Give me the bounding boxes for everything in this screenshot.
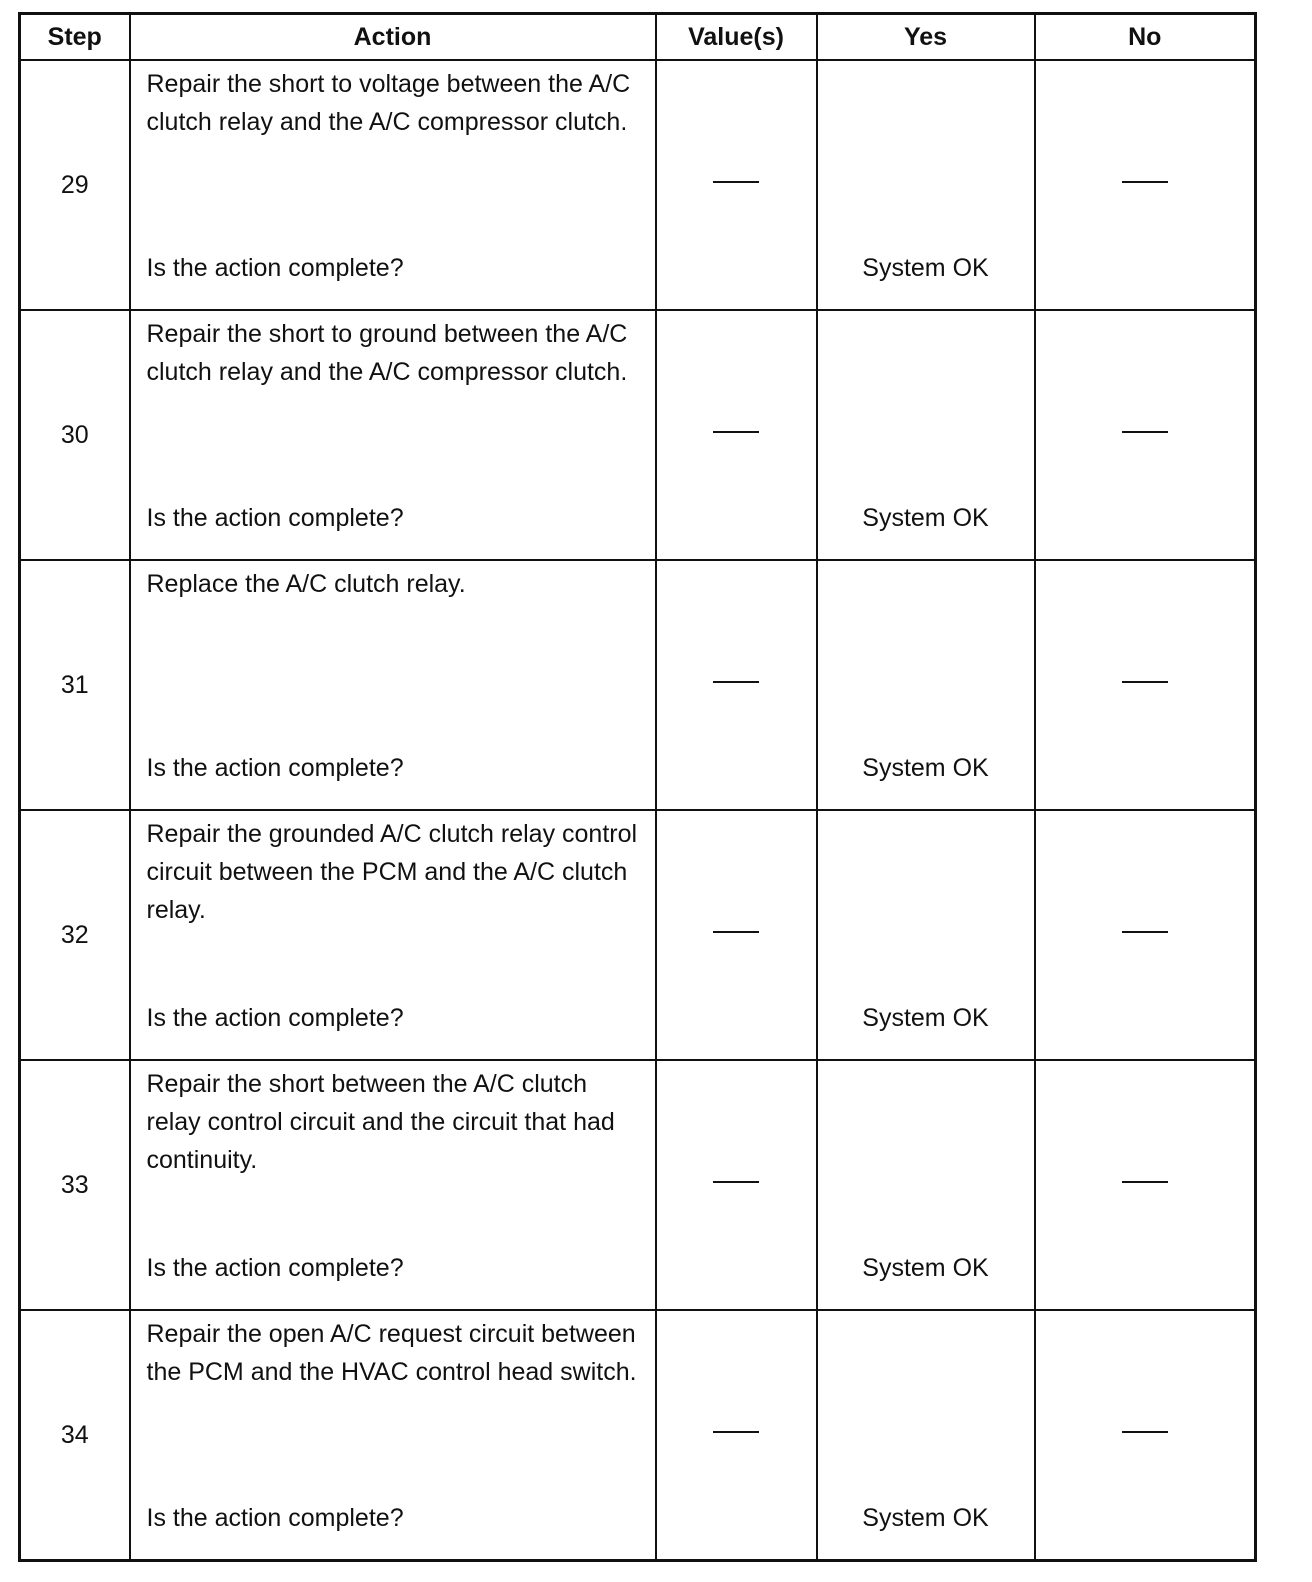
step-number: 34 <box>20 1310 130 1561</box>
no-cell <box>1035 1310 1256 1561</box>
no-cell <box>1035 560 1256 810</box>
table-header-row <box>20 14 1256 61</box>
yes-text: System OK <box>862 1254 989 1282</box>
value-dash <box>713 181 759 183</box>
action-question: Is the action complete? <box>146 1254 404 1282</box>
yes-cell <box>817 60 1035 310</box>
value-dash <box>713 681 759 683</box>
yes-cell <box>817 810 1035 1060</box>
no-dash <box>1122 931 1168 933</box>
yes-text: System OK <box>862 504 989 532</box>
action-text: Repair the open A/C request circuit between the PCM and the HVAC control head switch. <box>146 1320 637 1386</box>
value-cell <box>656 810 817 1060</box>
value-cell <box>656 310 817 560</box>
action-question: Is the action complete? <box>146 254 404 282</box>
yes-cell <box>817 560 1035 810</box>
step-number: 30 <box>20 310 130 560</box>
table-row <box>20 1060 1256 1310</box>
action-cell <box>130 1060 656 1310</box>
value-cell <box>656 1060 817 1310</box>
header-step: Step <box>20 14 130 61</box>
action-cell <box>130 810 656 1060</box>
action-cell <box>130 310 656 560</box>
action-question: Is the action complete? <box>146 1504 404 1532</box>
value-dash <box>713 431 759 433</box>
yes-text: System OK <box>862 1004 989 1032</box>
table-row <box>20 560 1256 810</box>
no-cell <box>1035 810 1256 1060</box>
table-row <box>20 60 1256 310</box>
no-dash <box>1122 1181 1168 1183</box>
no-cell <box>1035 1060 1256 1310</box>
step-number: 32 <box>20 810 130 1060</box>
no-dash <box>1122 681 1168 683</box>
value-dash <box>713 1181 759 1183</box>
action-question: Is the action complete? <box>146 754 404 782</box>
action-question: Is the action complete? <box>146 1004 404 1032</box>
no-dash <box>1122 431 1168 433</box>
yes-cell <box>817 1310 1035 1561</box>
yes-text: System OK <box>862 254 989 282</box>
action-text: Repair the grounded A/C clutch relay control circuit between the PCM and the A/C clutch relay. <box>146 820 638 924</box>
action-cell <box>130 560 656 810</box>
step-number: 31 <box>20 560 130 810</box>
header-yes: Yes <box>817 14 1035 61</box>
yes-text: System OK <box>862 1504 989 1532</box>
header-values: Value(s) <box>656 14 817 61</box>
value-cell <box>656 560 817 810</box>
header-no: No <box>1035 14 1256 61</box>
yes-cell <box>817 310 1035 560</box>
yes-text: System OK <box>862 754 989 782</box>
action-text: Replace the A/C clutch relay. <box>146 570 466 598</box>
table-row <box>20 810 1256 1060</box>
yes-cell <box>817 1060 1035 1310</box>
header-action: Action <box>130 14 656 61</box>
diagnostic-table-container <box>18 12 1254 1562</box>
value-cell <box>656 1310 817 1561</box>
table-row <box>20 310 1256 560</box>
action-cell <box>130 1310 656 1561</box>
no-dash <box>1122 1431 1168 1433</box>
value-cell <box>656 60 817 310</box>
value-dash <box>713 931 759 933</box>
step-number: 29 <box>20 60 130 310</box>
no-cell <box>1035 60 1256 310</box>
step-number: 33 <box>20 1060 130 1310</box>
action-text: Repair the short between the A/C clutch relay control circuit and the circuit that had continuity. <box>146 1070 615 1174</box>
no-cell <box>1035 310 1256 560</box>
action-question: Is the action complete? <box>146 504 404 532</box>
action-text: Repair the short to ground between the A/C clutch relay and the A/C compressor clutch. <box>146 320 628 386</box>
no-dash <box>1122 181 1168 183</box>
value-dash <box>713 1431 759 1433</box>
diagnostic-table <box>18 12 1257 1562</box>
table-row <box>20 1310 1256 1561</box>
action-text: Repair the short to voltage between the A/C clutch relay and the A/C compressor clutch. <box>146 70 631 136</box>
action-cell <box>130 60 656 310</box>
